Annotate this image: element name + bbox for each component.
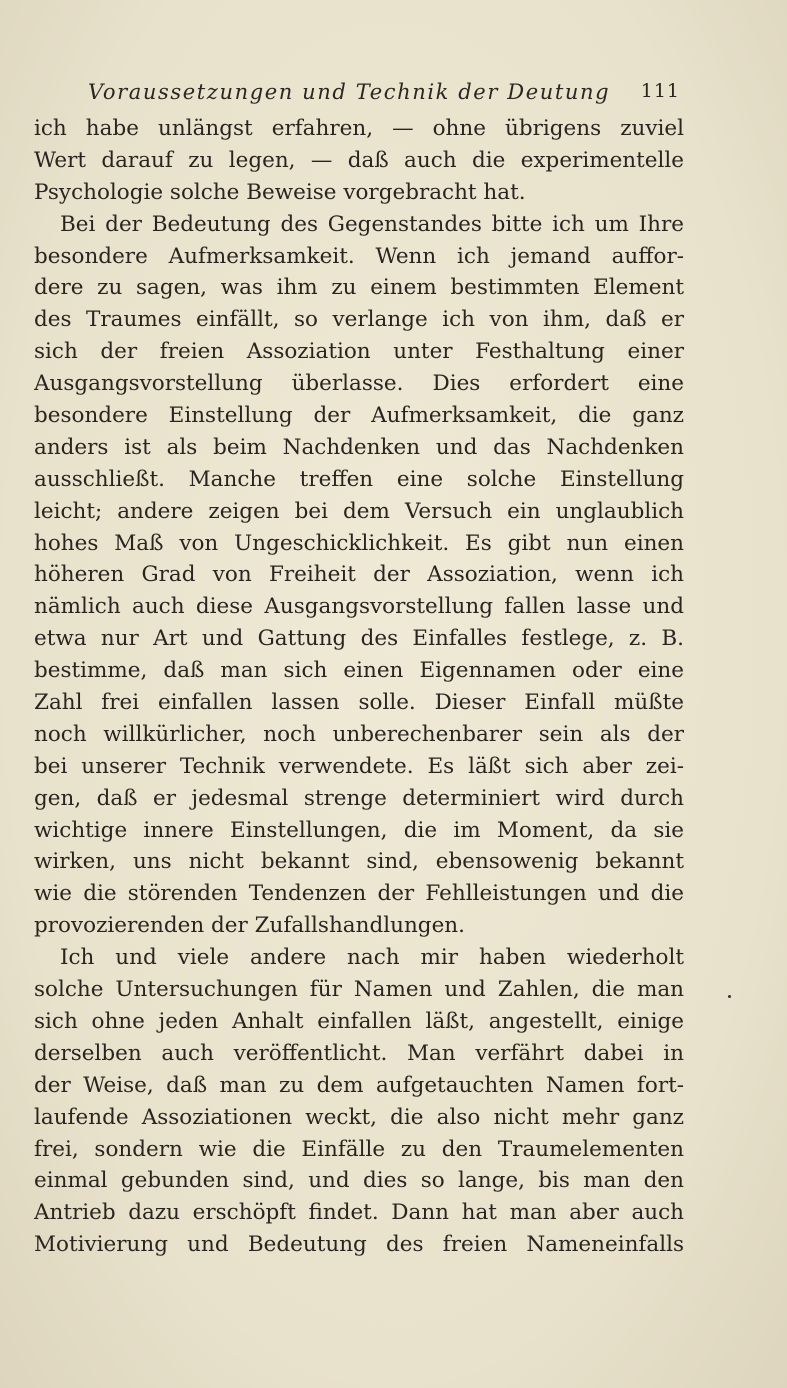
text-line: bei unserer Technik verwendete. Es läßt sich aber zei-: [34, 753, 684, 779]
text-line: gen, daß er jedesmal strenge determiniert wird durch: [34, 785, 684, 811]
text-line: Ausgangsvorstellung überlasse. Dies erfordert eine: [34, 371, 684, 397]
text-line: Motivierung und Bedeutung des freien Nameneinfalls: [34, 1232, 684, 1258]
running-title: Voraussetzungen und Technik der Deutung: [88, 80, 611, 104]
text-line: dere zu sagen, was ihm zu einem bestimmten Element: [34, 275, 684, 301]
text-line: Ich und viele andere nach mir haben wiederholt: [60, 945, 684, 971]
text-line: wichtige innere Einstellungen, die im Moment, da sie: [34, 817, 684, 843]
text-line: derselben auch veröffentlicht. Man verfährt dabei in: [34, 1040, 684, 1066]
body-text: [34, 113, 684, 1261]
text-line: wirken, uns nicht bekannt sind, ebensowenig bekannt: [34, 849, 684, 875]
text-line: ausschließt. Manche treffen eine solche Einstellung: [34, 466, 684, 492]
text-line: einmal gebunden sind, und dies so lange, bis man den: [34, 1168, 684, 1194]
text-line: sich ohne jeden Anhalt einfallen läßt, angestellt, einige: [34, 1008, 684, 1034]
text-line: besondere Einstellung der Aufmerksamkeit, die ganz: [34, 403, 684, 429]
text-line: sich der freien Assoziation unter Festhaltung einer: [34, 339, 684, 365]
text-line: ich habe unlängst erfahren, — ohne übrigens zuviel: [34, 116, 684, 141]
text-line: solche Untersuchungen für Namen und Zahlen, die man: [34, 977, 684, 1003]
text-line: Psychologie solche Beweise vorgebracht hat.: [34, 179, 526, 205]
text-line: bestimme, daß man sich einen Eigennamen oder eine: [34, 658, 684, 684]
text-line: anders ist als beim Nachdenken und das Nachdenken: [34, 434, 684, 460]
text-line: wie die störenden Tendenzen der Fehlleistungen und die: [34, 881, 684, 907]
text-line: höheren Grad von Freiheit der Assoziation, wenn ich: [34, 562, 684, 588]
text-line: besondere Aufmerksamkeit. Wenn ich jemand auffor-: [34, 243, 684, 269]
running-header: [88, 80, 680, 114]
text-line: hohes Maß von Ungeschicklichkeit. Es gibt nun einen: [34, 530, 684, 556]
text-line: frei, sondern wie die Einfälle zu den Traumelementen: [34, 1136, 684, 1162]
text-line: leicht; andere zeigen bei dem Versuch ein unglaublich: [34, 498, 684, 524]
text-line: Bei der Bedeutung des Gegenstandes bitte ich um Ihre: [60, 211, 684, 237]
ink-speck: [728, 995, 731, 998]
text-line: etwa nur Art und Gattung des Einfalles festlege, z. B.: [34, 626, 684, 652]
text-line: laufende Assoziationen weckt, die also nicht mehr ganz: [34, 1104, 684, 1130]
text-line: provozierenden der Zufallshandlungen.: [34, 913, 465, 939]
text-line: noch willkürlicher, noch unberechenbarer sein als der: [34, 721, 684, 747]
text-line: Wert darauf zu legen, — daß auch die experimentelle: [34, 147, 684, 173]
text-line: Antrieb dazu erschöpft findet. Dann hat man aber auch: [34, 1200, 684, 1226]
page-number: 111: [640, 80, 680, 102]
text-line: des Traumes einfällt, so verlange ich von ihm, daß er: [34, 307, 684, 333]
text-line: der Weise, daß man zu dem aufgetauchten Namen fort-: [34, 1072, 684, 1098]
text-line: nämlich auch diese Ausgangsvorstellung fallen lasse und: [34, 594, 684, 620]
text-line: Zahl frei einfallen lassen solle. Dieser Einfall müßte: [34, 690, 684, 716]
